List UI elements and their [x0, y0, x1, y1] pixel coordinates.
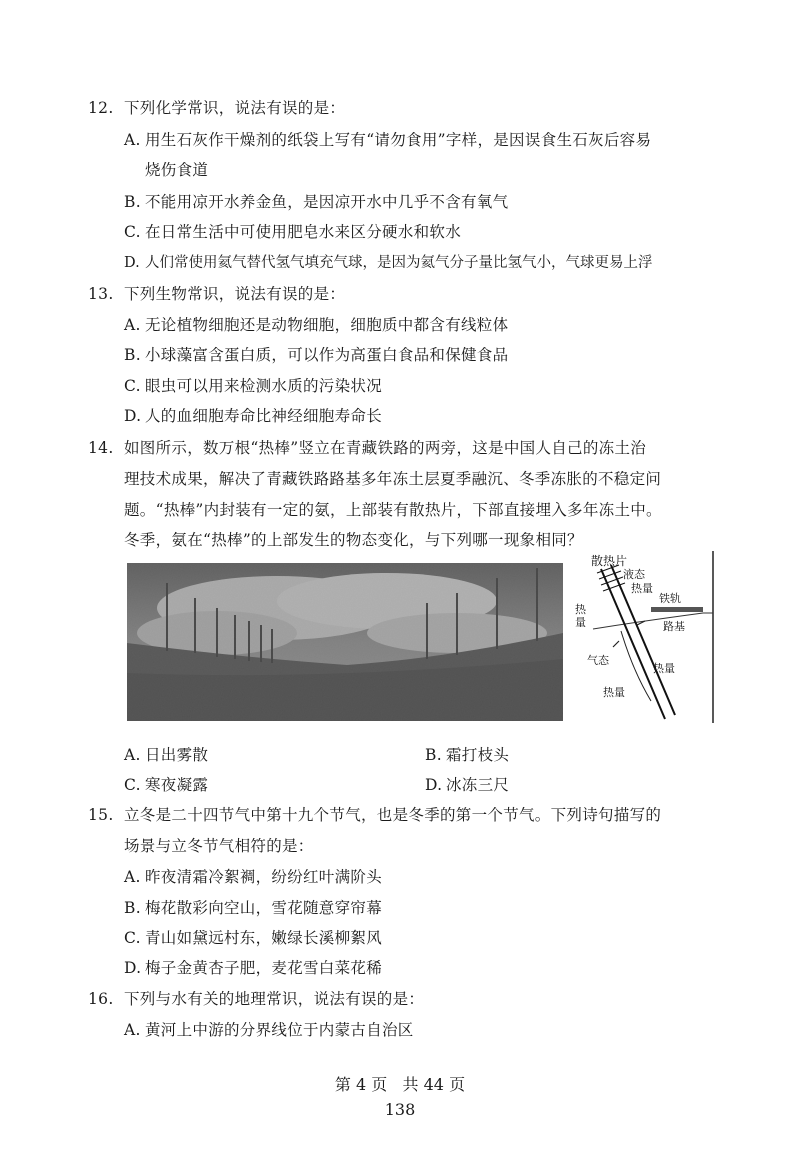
question-12-option-c-label: C. [124, 223, 141, 241]
question-13-option-a-label: A. [124, 316, 141, 334]
question-14-option-a-text: 日出雾散 [145, 746, 209, 764]
heat-rod-photo-image [127, 563, 563, 721]
question-14-number: 14. [88, 439, 114, 457]
diagram-label-gas: 气态 [587, 654, 609, 667]
question-13-option-d-text: 人的血细胞寿命比神经细胞寿命长 [145, 407, 383, 425]
heat-rod-photo [127, 563, 563, 721]
question-14-stem-line-3: 题。“热棒”内封装有一定的氨，上部装有散热片，下部直接埋入多年冻土中。 [124, 501, 662, 519]
question-13-option-b-label: B. [124, 346, 141, 364]
question-15-option-a-label: A. [124, 868, 141, 886]
question-13-option-c-label: C. [124, 377, 141, 395]
question-15-option-d-text: 梅子金黄杏子肥，麦花雪白菜花稀 [145, 959, 383, 977]
question-14-stem-line-4: 冬季，氨在“热棒”的上部发生的物态变化，与下列哪一现象相同？ [124, 531, 583, 549]
question-12-stem: 下列化学常识，说法有误的是： [124, 99, 346, 117]
question-13-option-a-text: 无论植物细胞还是动物细胞，细胞质中都含有线粒体 [145, 316, 509, 334]
question-15-option-c-label: C. [124, 929, 141, 947]
diagram-label-roadbed: 路基 [663, 620, 685, 633]
question-12-option-d-label: D. [124, 255, 140, 271]
diagram-label-liquid: 液态 [623, 568, 645, 581]
question-14-option-d-text: 冰冻三尺 [446, 776, 510, 794]
question-12-option-a-text: 用生石灰作干燥剂的纸袋上写有“请勿食用”字样，是因误食生石灰后容易 [145, 131, 652, 149]
diagram-label-fin: 散热片 [591, 554, 628, 568]
question-14-option-c-text: 寒夜凝露 [145, 776, 209, 794]
question-12-option-b-text: 不能用凉开水养金鱼，是因凉开水中几乎不含有氧气 [145, 193, 509, 211]
diagram-label-heat-right: 热量 [653, 662, 675, 675]
heat-rod-diagram [573, 551, 715, 723]
question-13-option-d-label: D. [124, 407, 142, 425]
question-12-option-c-text: 在日常生活中可使用肥皂水来区分硬水和软水 [145, 223, 462, 241]
question-15-number: 15. [88, 806, 114, 824]
page-info: 第 4 页 共 44 页 [334, 1075, 466, 1094]
diagram-label-rail: 铁轨 [659, 592, 681, 605]
question-14-option-c-label: C. [124, 776, 141, 794]
question-15-stem-line-1: 立冬是二十四节气中第十九个节气，也是冬季的第一个节气。下列诗句描写的 [124, 806, 662, 824]
question-14-option-d-label: D. [425, 776, 443, 794]
question-13-number: 13. [88, 285, 114, 303]
question-13-option-c-text: 眼虫可以用来检测水质的污染状况 [145, 377, 383, 395]
question-15-option-c-text: 青山如黛远村东，嫩绿长溪柳絮风 [145, 929, 383, 947]
question-14-option-b-text: 霜打枝头 [446, 746, 510, 764]
question-12-option-d-text: 人们常使用氦气替代氢气填充气球，是因为氦气分子量比氢气小，气球更易上浮 [145, 255, 653, 271]
question-15-option-d-label: D. [124, 959, 142, 977]
question-12-number: 12. [88, 99, 114, 117]
question-14-stem-line-1: 如图所示，数万根“热棒”竖立在青藏铁路的两旁，这是中国人自己的冻土治 [124, 439, 647, 457]
question-16-option-a-label: A. [124, 1021, 141, 1039]
question-14-option-b-label: B. [425, 746, 442, 764]
question-16-option-a-text: 黄河上中游的分界线位于内蒙古自治区 [145, 1021, 414, 1039]
diagram-label-heat-left: 热量 [575, 603, 586, 629]
question-14-stem-line-2: 理技术成果，解决了青藏铁路路基多年冻土层夏季融沉、冬季冻胀的不稳定问 [124, 470, 662, 488]
question-15-stem-line-2: 场景与立冬节气相符的是： [124, 837, 314, 855]
question-12-option-a-label: A. [124, 131, 141, 149]
page-number: 138 [384, 1100, 416, 1119]
question-13-stem: 下列生物常识，说法有误的是： [124, 285, 346, 303]
question-16-number: 16. [88, 990, 114, 1008]
question-14-option-a-label: A. [124, 746, 141, 764]
question-16-stem: 下列与水有关的地理常识，说法有误的是： [124, 990, 425, 1008]
question-12-option-a-cont: 烧伤食道 [145, 161, 209, 179]
question-15-option-b-text: 梅花散彩向空山，雪花随意穿帘幕 [145, 899, 383, 917]
question-12-option-b-label: B. [124, 193, 141, 211]
question-15-option-a-text: 昨夜清霜冷絮裯，纷纷红叶满阶头 [145, 868, 383, 886]
diagram-label-heat-top: 热量 [631, 582, 653, 595]
diagram-label-heat-bottom: 热量 [603, 686, 625, 699]
question-13-option-b-text: 小球藻富含蛋白质，可以作为高蛋白食品和保健食品 [145, 346, 509, 364]
question-15-option-b-label: B. [124, 899, 141, 917]
